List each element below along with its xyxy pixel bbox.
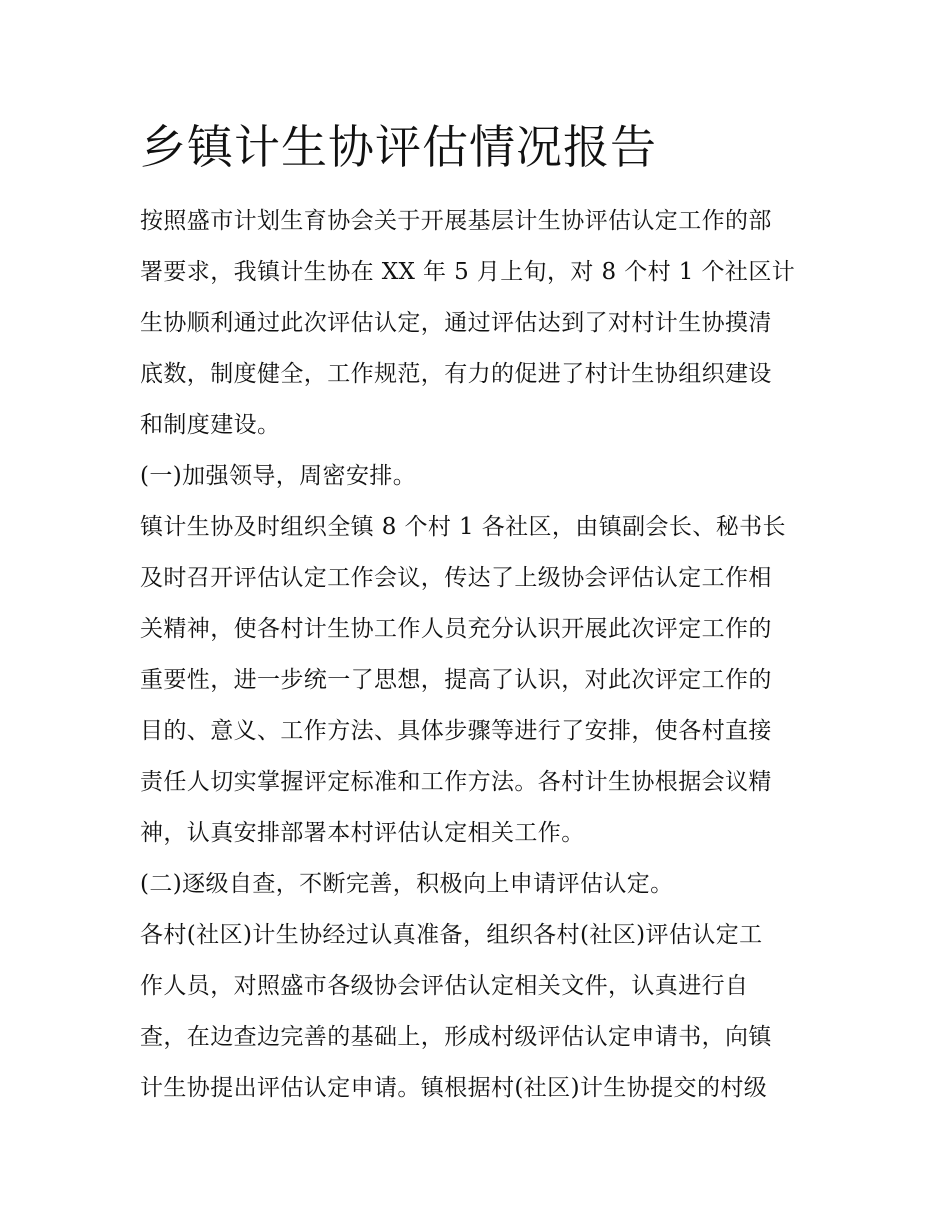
paragraph-line: 神，认真安排部署本村评估认定相关工作。 xyxy=(140,820,585,846)
section-heading-2: (二)逐级自查，不断完善，积极向上申请评估认定。 xyxy=(140,871,674,897)
paragraph-line: 计生协提出评估认定申请。镇根据村(社区)计生协提交的村级 xyxy=(140,1075,768,1101)
paragraph-line: 底数，制度健全，工作规范，有力的促进了村计生协组织建设 xyxy=(140,361,772,387)
paragraph-line: 生协顺利通过此次评估认定，通过评估达到了对村计生协摸清 xyxy=(140,310,772,336)
paragraph-line: 关精神，使各村计生协工作人员充分认识开展此次评定工作的 xyxy=(140,616,772,642)
paragraph-line: 镇计生协及时组织全镇 8 个村 1 各社区，由镇副会长、秘书长 xyxy=(140,514,786,540)
paragraph-line: 查，在边查边完善的基础上，形成村级评估认定申请书，向镇 xyxy=(140,1024,772,1050)
paragraph-line: 作人员，对照盛市各级协会评估认定相关文件，认真进行自 xyxy=(140,973,749,999)
paragraph-line: 目的、意义、工作方法、具体步骤等进行了安排，使各村直接 xyxy=(140,718,772,744)
paragraph-line: 署要求，我镇计生协在 XX 年 5 月上旬，对 8 个村 1 个社区计 xyxy=(140,259,796,285)
section-heading-1: (一)加强领导，周密安排。 xyxy=(140,463,417,489)
paragraph-line: 和制度建设。 xyxy=(140,412,281,438)
paragraph-line: 各村(社区)计生协经过认真准备，组织各村(社区)评估认定工 xyxy=(140,922,763,948)
document-title: 乡镇计生协评估情况报告 xyxy=(140,120,657,174)
document-body xyxy=(140,112,812,1114)
paragraph-line: 重要性，进一步统一了思想，提高了认识，对此次评定工作的 xyxy=(140,667,772,693)
paragraph-line: 责任人切实掌握评定标准和工作方法。各村计生协根据会议精 xyxy=(140,769,772,795)
paragraph-line: 按照盛市计划生育协会关于开展基层计生协评估认定工作的部 xyxy=(140,208,772,234)
paragraph-line: 及时召开评估认定工作会议，传达了上级协会评估认定工作相 xyxy=(140,565,772,591)
